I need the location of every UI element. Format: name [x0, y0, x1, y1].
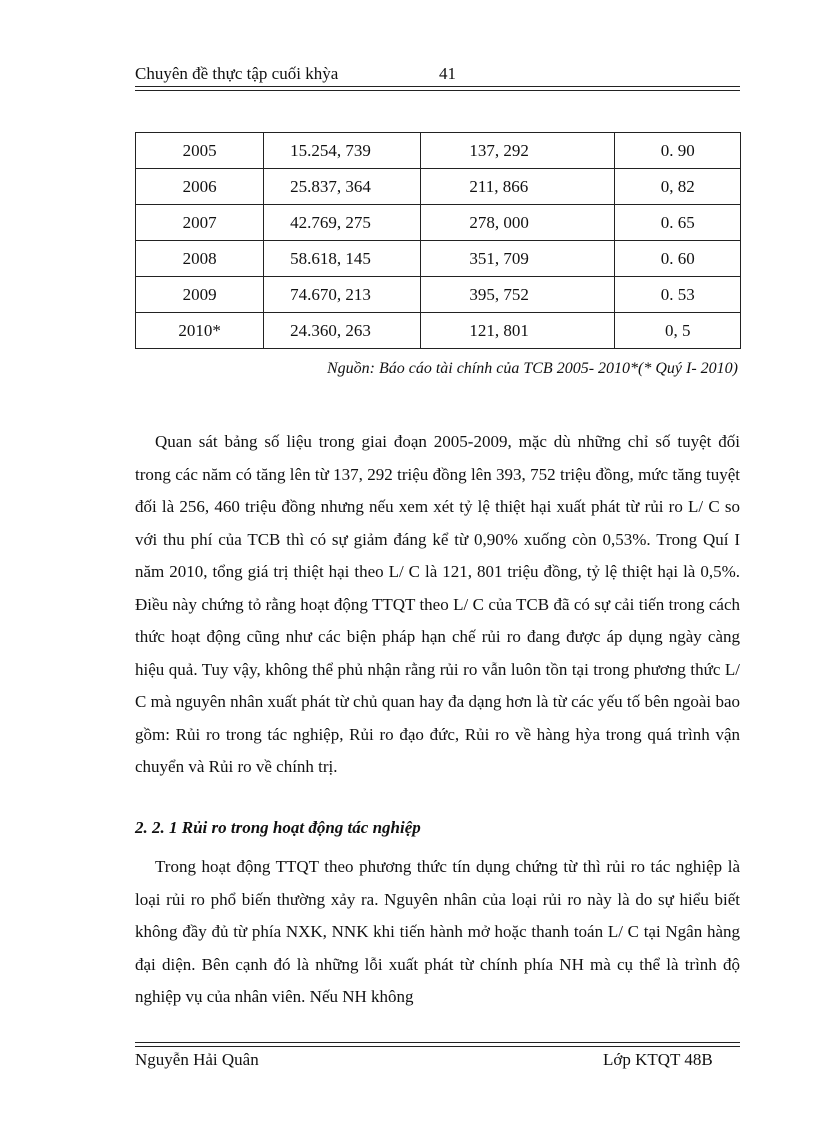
table-cell-loss: 278, 000	[421, 205, 615, 241]
table-row	[136, 133, 741, 169]
body-paragraph	[135, 426, 740, 784]
table-cell-ratio: 0. 53	[615, 277, 741, 313]
footer-class: Lớp KTQT 48B	[603, 1050, 713, 1069]
table-cell-loss: 395, 752	[421, 277, 615, 313]
table-cell-revenue: 74.670, 213	[264, 277, 421, 313]
table-cell-loss: 211, 866	[421, 169, 615, 205]
table-cell-year: 2007	[136, 205, 264, 241]
table-cell-loss: 137, 292	[421, 133, 615, 169]
table-row	[136, 277, 741, 313]
loss-ratio-table	[135, 132, 741, 349]
table-cell-ratio: 0. 65	[615, 205, 741, 241]
header-title: Chuyên đề thực tập cuối khỳa	[135, 64, 339, 83]
table-cell-revenue: 25.837, 364	[264, 169, 421, 205]
table-row	[136, 205, 741, 241]
section-heading: 2. 2. 1 Rủi ro trong hoạt động tác nghiệp	[135, 818, 421, 837]
table-cell-year: 2009	[136, 277, 264, 313]
page-number: 41	[439, 64, 456, 83]
body-paragraph	[135, 851, 740, 1014]
table-cell-revenue: 58.618, 145	[264, 241, 421, 277]
table-cell-ratio: 0. 90	[615, 133, 741, 169]
table-cell-revenue: 24.360, 263	[264, 313, 421, 349]
footer-rule	[135, 1046, 740, 1047]
table-cell-loss: 121, 801	[421, 313, 615, 349]
table-cell-loss: 351, 709	[421, 241, 615, 277]
table-cell-year: 2010*	[136, 313, 264, 349]
table-cell-ratio: 0, 5	[615, 313, 741, 349]
table-cell-year: 2005	[136, 133, 264, 169]
paragraph-text: Trong hoạt động TTQT theo phương thức tín dụng chứng từ thì rủi ro tác nghiệp là loại rủi ro phổ biến thường xảy ra. Nguyên nhân của loại rủi ro này là do sự hiểu biết không đầy đủ từ phía NXK, NNK khi tiến hành mở hoặc thanh toán L/ C tại Ngân hàng đại diện. Bên cạnh đó là những lỗi xuất phát từ chính phía NH mà cụ thể là trình độ nghiệp vụ của nhân viên. Nếu NH không	[135, 857, 740, 1006]
header-rule	[135, 86, 740, 87]
table-cell-revenue: 42.769, 275	[264, 205, 421, 241]
table-cell-ratio: 0. 60	[615, 241, 741, 277]
table-cell-ratio: 0, 82	[615, 169, 741, 205]
table-source-note: Nguồn: Báo cáo tài chính của TCB 2005- 2010*(* Quý I- 2010)	[326, 360, 738, 377]
table-cell-year: 2006	[136, 169, 264, 205]
table-row	[136, 241, 741, 277]
table-cell-revenue: 15.254, 739	[264, 133, 421, 169]
table-row	[136, 313, 741, 349]
header-rule	[135, 90, 740, 91]
page-header	[135, 62, 740, 90]
table-row	[136, 169, 741, 205]
paragraph-text: Quan sát bảng số liệu trong giai đoạn 2005-2009, mặc dù những chỉ số tuyệt đối trong các năm có tăng lên từ 137, 292 triệu đồng lên 393, 752 triệu đồng, mức tăng tuyệt đối là 256, 460 triệu đồng nhưng nếu xem xét tỷ lệ thiệt hại xuất phát từ rủi ro L/ C so với thu phí của TCB thì có sự giảm đáng kể từ 0,90% xuống còn 0,53%. Trong Quí I năm 2010, tổng giá trị thiệt hại theo L/ C là 121, 801 triệu đồng, tỷ lệ thiệt hại là 0,5%. Điều này chứng tỏ rằng hoạt động TTQT theo L/ C của TCB đã có sự cải tiến trong cách thức hoạt động cũng như các biện pháp hạn chế rủi ro đang được áp dụng ngày càng hiệu quả. Tuy vậy, không thể phủ nhận rằng rủi ro vẫn luôn tồn tại trong phương thức L/ C mà nguyên nhân xuất phát từ chủ quan hay đa dạng hơn là từ các yếu tố bên ngoài bao gồm: Rủi ro trong tác nghiệp, Rủi ro đạo đức, Rủi ro về hàng hỳa trong quá trình vận chuyển và Rủi ro về chính trị.	[135, 432, 740, 776]
footer-author: Nguyễn Hải Quân	[135, 1050, 259, 1069]
footer-rule	[135, 1042, 740, 1043]
table-cell-year: 2008	[136, 241, 264, 277]
